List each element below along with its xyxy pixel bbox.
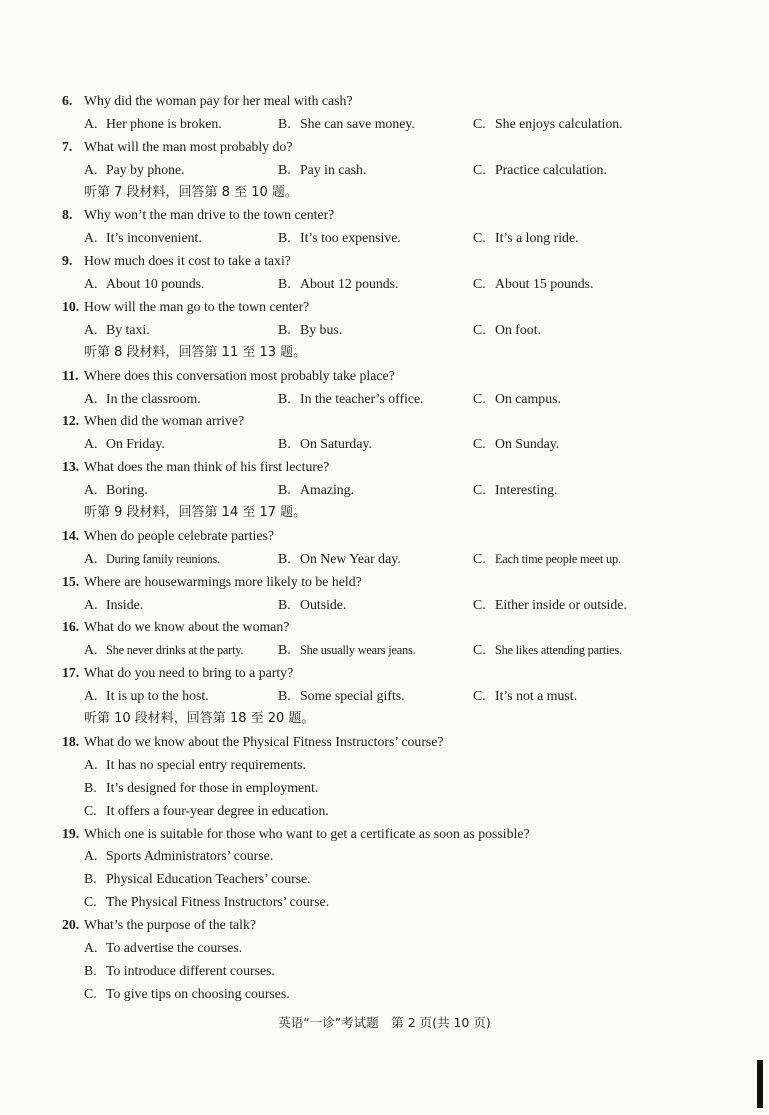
answer-option bbox=[278, 227, 401, 250]
section-text: 听第 8 段材料，回答第 11 至 13 题。 bbox=[84, 344, 307, 360]
option-text: In the classroom. bbox=[106, 390, 201, 406]
option-letter: B. bbox=[278, 436, 291, 452]
option-letter: B. bbox=[278, 550, 291, 566]
option-letter: B. bbox=[278, 115, 291, 131]
option-text: It’s inconvenient. bbox=[106, 230, 202, 246]
option-text: On foot. bbox=[495, 321, 541, 337]
option-letter: B. bbox=[278, 642, 291, 658]
answer-option bbox=[84, 479, 148, 502]
option-row bbox=[62, 800, 732, 823]
option-letter: A. bbox=[84, 115, 98, 131]
answer-option bbox=[84, 227, 202, 250]
option-letter: B. bbox=[278, 596, 291, 612]
options-row bbox=[62, 273, 732, 296]
question-number: 17. bbox=[62, 665, 80, 681]
option-text: Each time people meet up. bbox=[495, 551, 621, 566]
question-stem bbox=[62, 136, 732, 159]
answer-option bbox=[473, 685, 577, 708]
option-text: She likes attending parties. bbox=[495, 643, 622, 658]
option-letter: C. bbox=[473, 596, 486, 612]
option-text: It’s designed for those in employment. bbox=[106, 779, 319, 795]
question-stem bbox=[62, 616, 732, 639]
answer-option bbox=[278, 685, 405, 708]
question-number: 16. bbox=[62, 619, 80, 635]
question-text: What will the man most probably do? bbox=[84, 138, 293, 154]
question-text: Where are housewarmings more likely to be held? bbox=[84, 573, 362, 589]
option-row bbox=[62, 983, 732, 1006]
option-letter: C. bbox=[84, 985, 97, 1001]
option-text: Either inside or outside. bbox=[495, 596, 627, 612]
option-text: Physical Education Teachers’ course. bbox=[106, 871, 311, 887]
option-letter: A. bbox=[84, 596, 98, 612]
question-text: What’s the purpose of the talk? bbox=[84, 917, 257, 933]
option-row bbox=[62, 891, 732, 914]
option-text: She enjoys calculation. bbox=[495, 115, 623, 131]
answer-option bbox=[278, 479, 354, 502]
answer-option bbox=[84, 388, 201, 411]
page-footer: 英语“一诊”考试题 第 2 页(共 10 页) bbox=[278, 1015, 491, 1030]
question-text: What do we know about the Physical Fitness Instructors’ course? bbox=[84, 733, 444, 749]
question-text: When did the woman arrive? bbox=[84, 413, 245, 429]
answer-option bbox=[84, 754, 306, 777]
option-text: Sports Administrators’ course. bbox=[106, 848, 274, 864]
option-letter: B. bbox=[84, 779, 97, 795]
option-letter: A. bbox=[84, 939, 98, 955]
option-text: In the teacher’s office. bbox=[300, 390, 424, 406]
question-stem bbox=[62, 90, 732, 113]
question-stem bbox=[62, 365, 732, 388]
option-text: The Physical Fitness Instructors’ course. bbox=[106, 894, 330, 910]
option-text: It has no special entry requirements. bbox=[106, 756, 306, 772]
answer-option bbox=[473, 594, 627, 617]
option-text: Pay in cash. bbox=[300, 161, 367, 177]
answer-option bbox=[84, 639, 243, 662]
answer-option bbox=[84, 273, 205, 296]
option-letter: A. bbox=[84, 276, 98, 292]
section-instruction bbox=[62, 502, 732, 525]
question-stem bbox=[62, 823, 732, 846]
options-row bbox=[62, 113, 732, 136]
answer-option bbox=[473, 433, 559, 456]
option-row bbox=[62, 937, 732, 960]
option-text: By bus. bbox=[300, 321, 343, 337]
question-stem bbox=[62, 731, 732, 754]
answer-option bbox=[278, 388, 424, 411]
question-text: How much does it cost to take a taxi? bbox=[84, 253, 291, 269]
option-letter: C. bbox=[473, 115, 486, 131]
option-letter: C. bbox=[473, 688, 486, 704]
question-number: 12. bbox=[62, 413, 80, 429]
option-text: It is up to the host. bbox=[106, 688, 209, 704]
option-text: Pay by phone. bbox=[106, 161, 185, 177]
section-instruction bbox=[62, 182, 732, 205]
answer-option bbox=[84, 960, 275, 983]
option-letter: A. bbox=[84, 848, 98, 864]
option-text: Inside. bbox=[106, 596, 144, 612]
answer-option bbox=[84, 548, 220, 571]
question-number: 10. bbox=[62, 299, 80, 315]
question-stem bbox=[62, 250, 732, 273]
option-row bbox=[62, 868, 732, 891]
option-row bbox=[62, 845, 732, 868]
option-text: On Sunday. bbox=[495, 436, 560, 452]
option-text: During family reunions. bbox=[106, 551, 220, 566]
answer-option bbox=[84, 113, 222, 136]
option-letter: B. bbox=[84, 962, 97, 978]
question-number: 9. bbox=[62, 253, 73, 269]
option-text: About 15 pounds. bbox=[495, 276, 594, 292]
option-letter: C. bbox=[473, 390, 486, 406]
answer-option bbox=[84, 937, 242, 960]
option-text: On campus. bbox=[495, 390, 561, 406]
option-letter: B. bbox=[278, 276, 291, 292]
answer-option bbox=[473, 479, 557, 502]
question-stem bbox=[62, 410, 732, 433]
question-number: 8. bbox=[62, 207, 73, 223]
question-number: 7. bbox=[62, 138, 73, 154]
question-text: What do you need to bring to a party? bbox=[84, 665, 294, 681]
option-letter: A. bbox=[84, 390, 98, 406]
question-stem bbox=[62, 204, 732, 227]
question-text: What does the man think of his first lecture? bbox=[84, 459, 330, 475]
answer-option bbox=[84, 594, 143, 617]
option-text: By taxi. bbox=[106, 321, 150, 337]
option-text: Her phone is broken. bbox=[106, 115, 222, 131]
section-text: 听第 10 段材料，回答第 18 至 20 题。 bbox=[84, 711, 315, 727]
option-text: Boring. bbox=[106, 482, 148, 498]
question-stem bbox=[62, 525, 732, 548]
options-row bbox=[62, 319, 732, 342]
question-stem bbox=[62, 662, 732, 685]
question-number: 11. bbox=[62, 367, 79, 383]
option-text: About 12 pounds. bbox=[300, 276, 399, 292]
option-letter: C. bbox=[473, 321, 486, 337]
answer-option bbox=[473, 273, 594, 296]
option-text: Some special gifts. bbox=[300, 688, 405, 704]
section-instruction bbox=[62, 708, 732, 731]
option-text: It’s a long ride. bbox=[495, 230, 579, 246]
question-text: Which one is suitable for those who want to get a certificate as soon as possible? bbox=[84, 825, 530, 841]
question-stem bbox=[62, 296, 732, 319]
option-letter: B. bbox=[278, 321, 291, 337]
option-letter: A. bbox=[84, 688, 98, 704]
scan-edge-mark bbox=[757, 1060, 763, 1108]
options-row bbox=[62, 479, 732, 502]
question-number: 14. bbox=[62, 527, 80, 543]
option-letter: A. bbox=[84, 482, 98, 498]
section-text: 听第 9 段材料，回答第 14 至 17 题。 bbox=[84, 505, 307, 521]
section-text: 听第 7 段材料，回答第 8 至 10 题。 bbox=[84, 184, 298, 200]
option-letter: B. bbox=[278, 230, 291, 246]
answer-option bbox=[84, 800, 329, 823]
options-row bbox=[62, 594, 732, 617]
option-letter: B. bbox=[84, 871, 97, 887]
answer-option bbox=[473, 113, 623, 136]
answer-option bbox=[473, 227, 579, 250]
question-stem bbox=[62, 571, 732, 594]
option-letter: A. bbox=[84, 756, 98, 772]
options-row bbox=[62, 227, 732, 250]
question-number: 20. bbox=[62, 917, 80, 933]
answer-option bbox=[473, 548, 621, 571]
answer-option bbox=[473, 159, 607, 182]
question-text: When do people celebrate parties? bbox=[84, 527, 274, 543]
option-letter: B. bbox=[278, 482, 291, 498]
question-stem bbox=[62, 914, 732, 937]
option-letter: C. bbox=[84, 894, 97, 910]
option-row bbox=[62, 960, 732, 983]
option-text: She can save money. bbox=[300, 115, 415, 131]
answer-option bbox=[84, 685, 209, 708]
question-list bbox=[62, 90, 732, 1006]
option-letter: C. bbox=[473, 161, 486, 177]
answer-option bbox=[278, 548, 401, 571]
option-text: About 10 pounds. bbox=[106, 276, 205, 292]
option-text: On Saturday. bbox=[300, 436, 372, 452]
question-text: What do we know about the woman? bbox=[84, 619, 290, 635]
option-text: On New Year day. bbox=[300, 550, 401, 566]
option-letter: A. bbox=[84, 436, 98, 452]
answer-option bbox=[84, 983, 290, 1006]
answer-option bbox=[278, 273, 399, 296]
option-letter: C. bbox=[84, 802, 97, 818]
question-stem bbox=[62, 456, 732, 479]
option-letter: C. bbox=[473, 550, 486, 566]
answer-option bbox=[473, 388, 561, 411]
answer-option bbox=[84, 319, 150, 342]
answer-option bbox=[84, 777, 318, 800]
option-text: To give tips on choosing courses. bbox=[106, 985, 290, 1001]
question-number: 13. bbox=[62, 459, 80, 475]
question-number: 15. bbox=[62, 573, 80, 589]
option-text: She never drinks at the party. bbox=[106, 643, 244, 658]
answer-option bbox=[278, 159, 366, 182]
option-text: It’s too expensive. bbox=[300, 230, 401, 246]
options-row bbox=[62, 685, 732, 708]
answer-option bbox=[473, 319, 541, 342]
option-text: On Friday. bbox=[106, 436, 165, 452]
options-row bbox=[62, 639, 732, 662]
option-letter: C. bbox=[473, 642, 486, 658]
option-letter: B. bbox=[278, 390, 291, 406]
answer-option bbox=[278, 433, 372, 456]
option-text: To introduce different courses. bbox=[106, 962, 275, 978]
option-text: To advertise the courses. bbox=[106, 939, 243, 955]
option-row bbox=[62, 777, 732, 800]
option-text: It’s not a must. bbox=[495, 688, 578, 704]
option-text: It offers a four-year degree in education. bbox=[106, 802, 329, 818]
option-text: Amazing. bbox=[300, 482, 355, 498]
answer-option bbox=[84, 891, 329, 914]
answer-option bbox=[473, 639, 622, 662]
answer-option bbox=[278, 639, 415, 662]
option-letter: C. bbox=[473, 436, 486, 452]
option-letter: A. bbox=[84, 550, 98, 566]
option-text: Outside. bbox=[300, 596, 347, 612]
question-number: 6. bbox=[62, 93, 73, 108]
answer-option bbox=[84, 433, 165, 456]
question-number: 18. bbox=[62, 733, 80, 749]
option-letter: A. bbox=[84, 230, 98, 246]
question-number: 19. bbox=[62, 825, 80, 841]
section-instruction bbox=[62, 342, 732, 365]
options-row bbox=[62, 433, 732, 456]
option-letter: A. bbox=[84, 642, 98, 658]
option-text: Practice calculation. bbox=[495, 161, 607, 177]
option-letter: A. bbox=[84, 161, 98, 177]
options-row bbox=[62, 548, 732, 571]
option-letter: C. bbox=[473, 276, 486, 292]
options-row bbox=[62, 388, 732, 411]
question-text: How will the man go to the town center? bbox=[84, 299, 310, 315]
option-letter: A. bbox=[84, 321, 98, 337]
option-letter: C. bbox=[473, 230, 486, 246]
answer-option bbox=[84, 845, 273, 868]
option-letter: B. bbox=[278, 688, 291, 704]
option-letter: C. bbox=[473, 482, 486, 498]
option-text: She usually wears jeans. bbox=[300, 643, 416, 658]
options-row bbox=[62, 159, 732, 182]
option-letter: B. bbox=[278, 161, 291, 177]
question-text: Why did the woman pay for her meal with cash? bbox=[84, 93, 353, 108]
question-text: Why won’t the man drive to the town center? bbox=[84, 207, 335, 223]
answer-option bbox=[278, 594, 346, 617]
answer-option bbox=[278, 113, 415, 136]
answer-option bbox=[84, 868, 311, 891]
question-text: Where does this conversation most probably take place? bbox=[84, 367, 395, 383]
option-row bbox=[62, 754, 732, 777]
answer-option bbox=[278, 319, 342, 342]
answer-option bbox=[84, 159, 185, 182]
option-text: Interesting. bbox=[495, 482, 558, 498]
